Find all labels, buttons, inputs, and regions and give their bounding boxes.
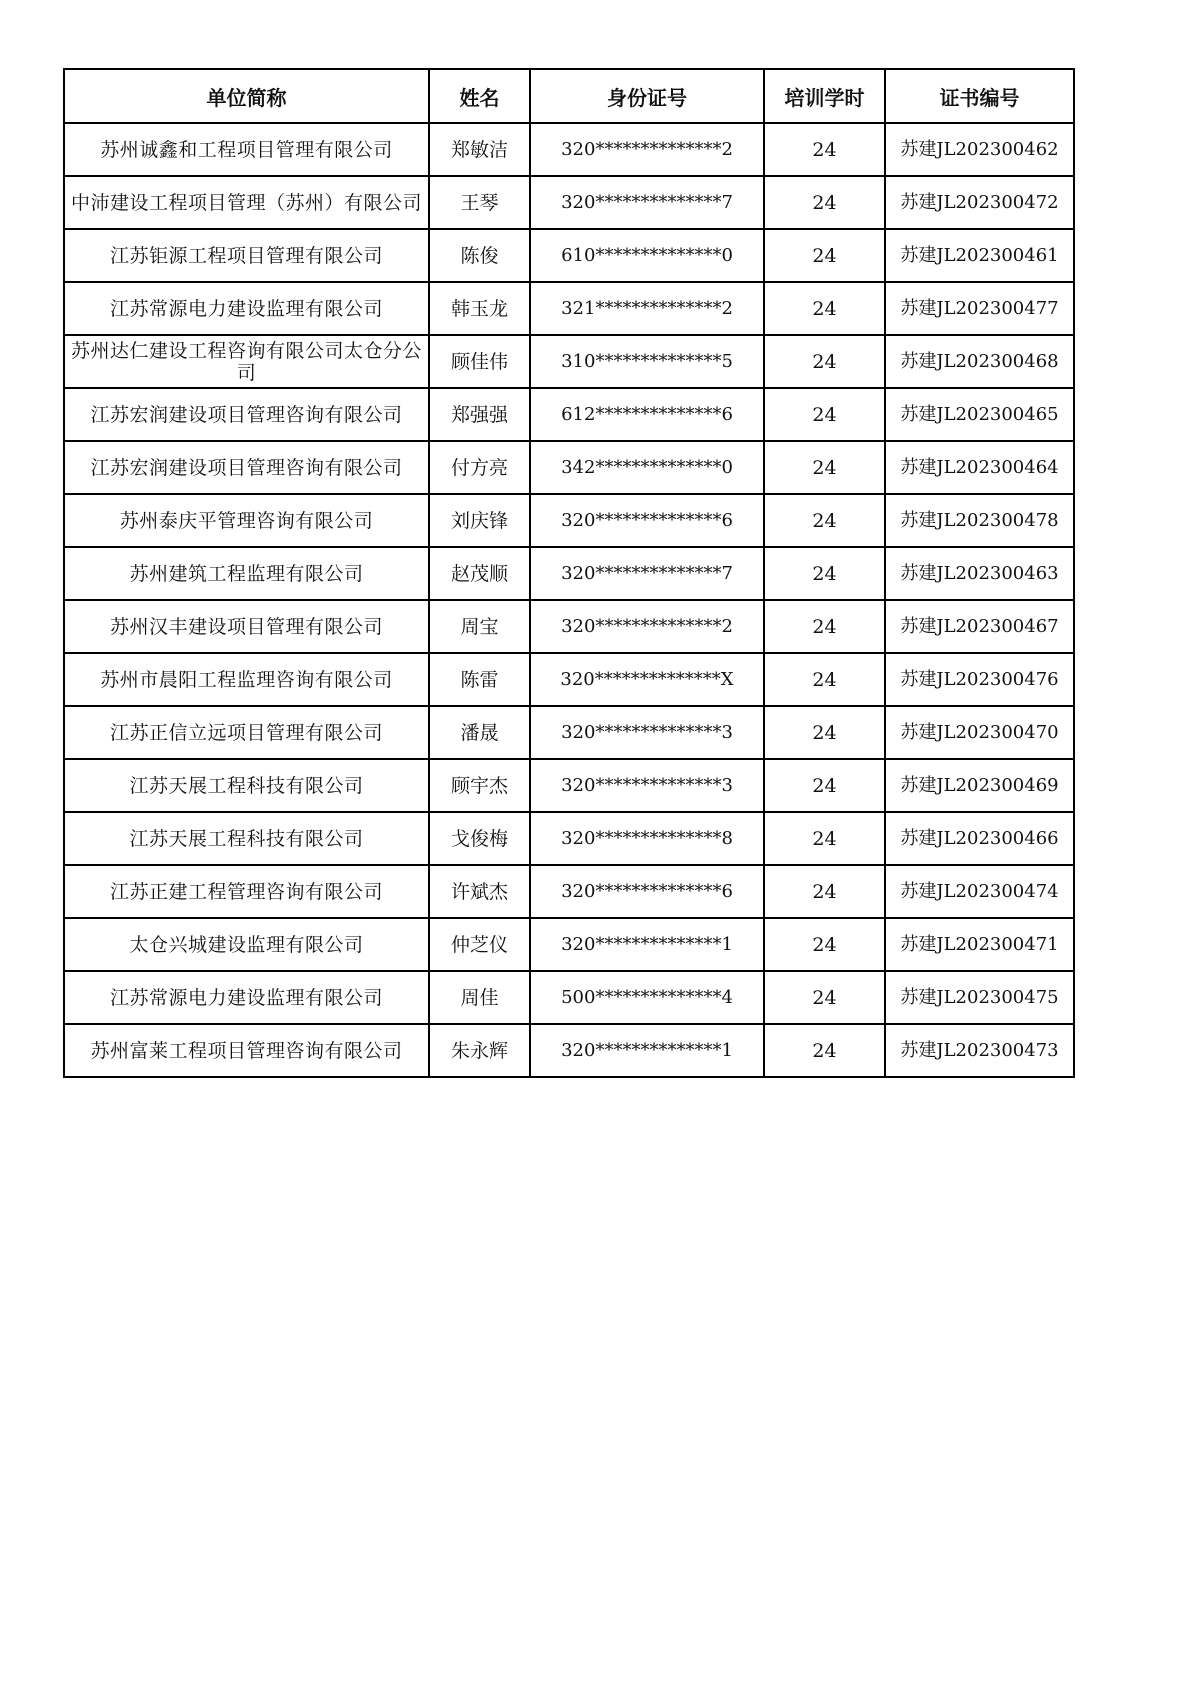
name-cell: 顾宇杰 (429, 759, 530, 812)
company-cell: 江苏常源电力建设监理有限公司 (64, 282, 429, 335)
table-row (64, 176, 1074, 229)
table-row (64, 865, 1074, 918)
id-number-cell: 320**************3 (530, 759, 764, 812)
name-cell: 韩玉龙 (429, 282, 530, 335)
company-cell: 苏州富莱工程项目管理咨询有限公司 (64, 1024, 429, 1077)
table-row (64, 123, 1074, 176)
training-roster-sheet (63, 68, 1075, 1078)
company-cell: 江苏正信立远项目管理有限公司 (64, 706, 429, 759)
company-cell: 苏州建筑工程监理有限公司 (64, 547, 429, 600)
training-hours-cell: 24 (764, 547, 885, 600)
certificate-number-cell: 苏建JL202300469 (885, 759, 1074, 812)
certificate-number-cell: 苏建JL202300478 (885, 494, 1074, 547)
training-hours-cell: 24 (764, 1024, 885, 1077)
table-row (64, 1024, 1074, 1077)
id-number-cell: 320**************3 (530, 706, 764, 759)
certificate-number-cell: 苏建JL202300466 (885, 812, 1074, 865)
id-number-cell: 320**************X (530, 653, 764, 706)
company-cell: 江苏宏润建设项目管理咨询有限公司 (64, 388, 429, 441)
training-hours-cell: 24 (764, 388, 885, 441)
certificate-number-cell: 苏建JL202300472 (885, 176, 1074, 229)
id-number-cell: 320**************2 (530, 123, 764, 176)
name-cell: 郑强强 (429, 388, 530, 441)
training-hours-cell: 24 (764, 282, 885, 335)
name-cell: 王琴 (429, 176, 530, 229)
table-row (64, 600, 1074, 653)
table-row (64, 547, 1074, 600)
table-row (64, 229, 1074, 282)
training-hours-cell: 24 (764, 918, 885, 971)
table-row (64, 918, 1074, 971)
id-number-cell: 320**************6 (530, 865, 764, 918)
name-cell: 郑敏洁 (429, 123, 530, 176)
table-row (64, 388, 1074, 441)
training-hours-cell: 24 (764, 653, 885, 706)
certificate-number-cell: 苏建JL202300473 (885, 1024, 1074, 1077)
table-row (64, 653, 1074, 706)
certificate-number-cell: 苏建JL202300471 (885, 918, 1074, 971)
id-number-cell: 320**************1 (530, 1024, 764, 1077)
table-row (64, 706, 1074, 759)
certificate-number-cell: 苏建JL202300477 (885, 282, 1074, 335)
name-cell: 仲芝仪 (429, 918, 530, 971)
company-cell: 江苏正建工程管理咨询有限公司 (64, 865, 429, 918)
company-cell: 江苏常源电力建设监理有限公司 (64, 971, 429, 1024)
company-cell: 太仓兴城建设监理有限公司 (64, 918, 429, 971)
training-hours-cell: 24 (764, 759, 885, 812)
name-cell: 许斌杰 (429, 865, 530, 918)
certificate-number-cell: 苏建JL202300468 (885, 335, 1074, 388)
name-cell: 赵茂顺 (429, 547, 530, 600)
id-number-cell: 320**************7 (530, 547, 764, 600)
header-training-hours: 培训学时 (764, 69, 885, 123)
company-cell: 苏州诚鑫和工程项目管理有限公司 (64, 123, 429, 176)
company-cell: 苏州汉丰建设项目管理有限公司 (64, 600, 429, 653)
training-hours-cell: 24 (764, 335, 885, 388)
certificate-number-cell: 苏建JL202300463 (885, 547, 1074, 600)
table-body (64, 123, 1074, 1077)
certificate-number-cell: 苏建JL202300470 (885, 706, 1074, 759)
name-cell: 顾佳伟 (429, 335, 530, 388)
training-hours-cell: 24 (764, 600, 885, 653)
training-hours-cell: 24 (764, 812, 885, 865)
id-number-cell: 500**************4 (530, 971, 764, 1024)
table-row (64, 282, 1074, 335)
name-cell: 周宝 (429, 600, 530, 653)
id-number-cell: 612**************6 (530, 388, 764, 441)
name-cell: 潘晟 (429, 706, 530, 759)
id-number-cell: 321**************2 (530, 282, 764, 335)
certificate-number-cell: 苏建JL202300461 (885, 229, 1074, 282)
name-cell: 刘庆锋 (429, 494, 530, 547)
header-id-number: 身份证号 (530, 69, 764, 123)
company-cell: 中沛建设工程项目管理（苏州）有限公司 (64, 176, 429, 229)
name-cell: 戈俊梅 (429, 812, 530, 865)
id-number-cell: 320**************2 (530, 600, 764, 653)
header-row (64, 69, 1074, 123)
company-cell: 江苏宏润建设项目管理咨询有限公司 (64, 441, 429, 494)
table-row (64, 759, 1074, 812)
company-cell: 江苏天展工程科技有限公司 (64, 759, 429, 812)
id-number-cell: 610**************0 (530, 229, 764, 282)
id-number-cell: 320**************1 (530, 918, 764, 971)
header-certificate-number: 证书编号 (885, 69, 1074, 123)
id-number-cell: 310**************5 (530, 335, 764, 388)
id-number-cell: 320**************8 (530, 812, 764, 865)
id-number-cell: 320**************7 (530, 176, 764, 229)
name-cell: 周佳 (429, 971, 530, 1024)
certificate-number-cell: 苏建JL202300462 (885, 123, 1074, 176)
table-row (64, 971, 1074, 1024)
table-row (64, 812, 1074, 865)
company-cell: 江苏钜源工程项目管理有限公司 (64, 229, 429, 282)
training-hours-cell: 24 (764, 865, 885, 918)
header-name: 姓名 (429, 69, 530, 123)
training-hours-cell: 24 (764, 971, 885, 1024)
name-cell: 朱永辉 (429, 1024, 530, 1077)
certificate-number-cell: 苏建JL202300476 (885, 653, 1074, 706)
training-hours-cell: 24 (764, 494, 885, 547)
certificate-number-cell: 苏建JL202300465 (885, 388, 1074, 441)
name-cell: 陈俊 (429, 229, 530, 282)
id-number-cell: 342**************0 (530, 441, 764, 494)
training-roster-table (63, 68, 1075, 1078)
company-cell: 苏州市晨阳工程监理咨询有限公司 (64, 653, 429, 706)
company-cell: 江苏天展工程科技有限公司 (64, 812, 429, 865)
certificate-number-cell: 苏建JL202300475 (885, 971, 1074, 1024)
id-number-cell: 320**************6 (530, 494, 764, 547)
training-hours-cell: 24 (764, 123, 885, 176)
table-row (64, 335, 1074, 388)
name-cell: 付方亮 (429, 441, 530, 494)
company-cell: 苏州达仁建设工程咨询有限公司太仓分公司 (64, 335, 429, 388)
certificate-number-cell: 苏建JL202300474 (885, 865, 1074, 918)
company-cell: 苏州泰庆平管理咨询有限公司 (64, 494, 429, 547)
certificate-number-cell: 苏建JL202300464 (885, 441, 1074, 494)
training-hours-cell: 24 (764, 441, 885, 494)
table-row (64, 441, 1074, 494)
certificate-number-cell: 苏建JL202300467 (885, 600, 1074, 653)
training-hours-cell: 24 (764, 176, 885, 229)
training-hours-cell: 24 (764, 706, 885, 759)
table-row (64, 494, 1074, 547)
header-company: 单位简称 (64, 69, 429, 123)
table-header (64, 69, 1074, 123)
name-cell: 陈雷 (429, 653, 530, 706)
training-hours-cell: 24 (764, 229, 885, 282)
